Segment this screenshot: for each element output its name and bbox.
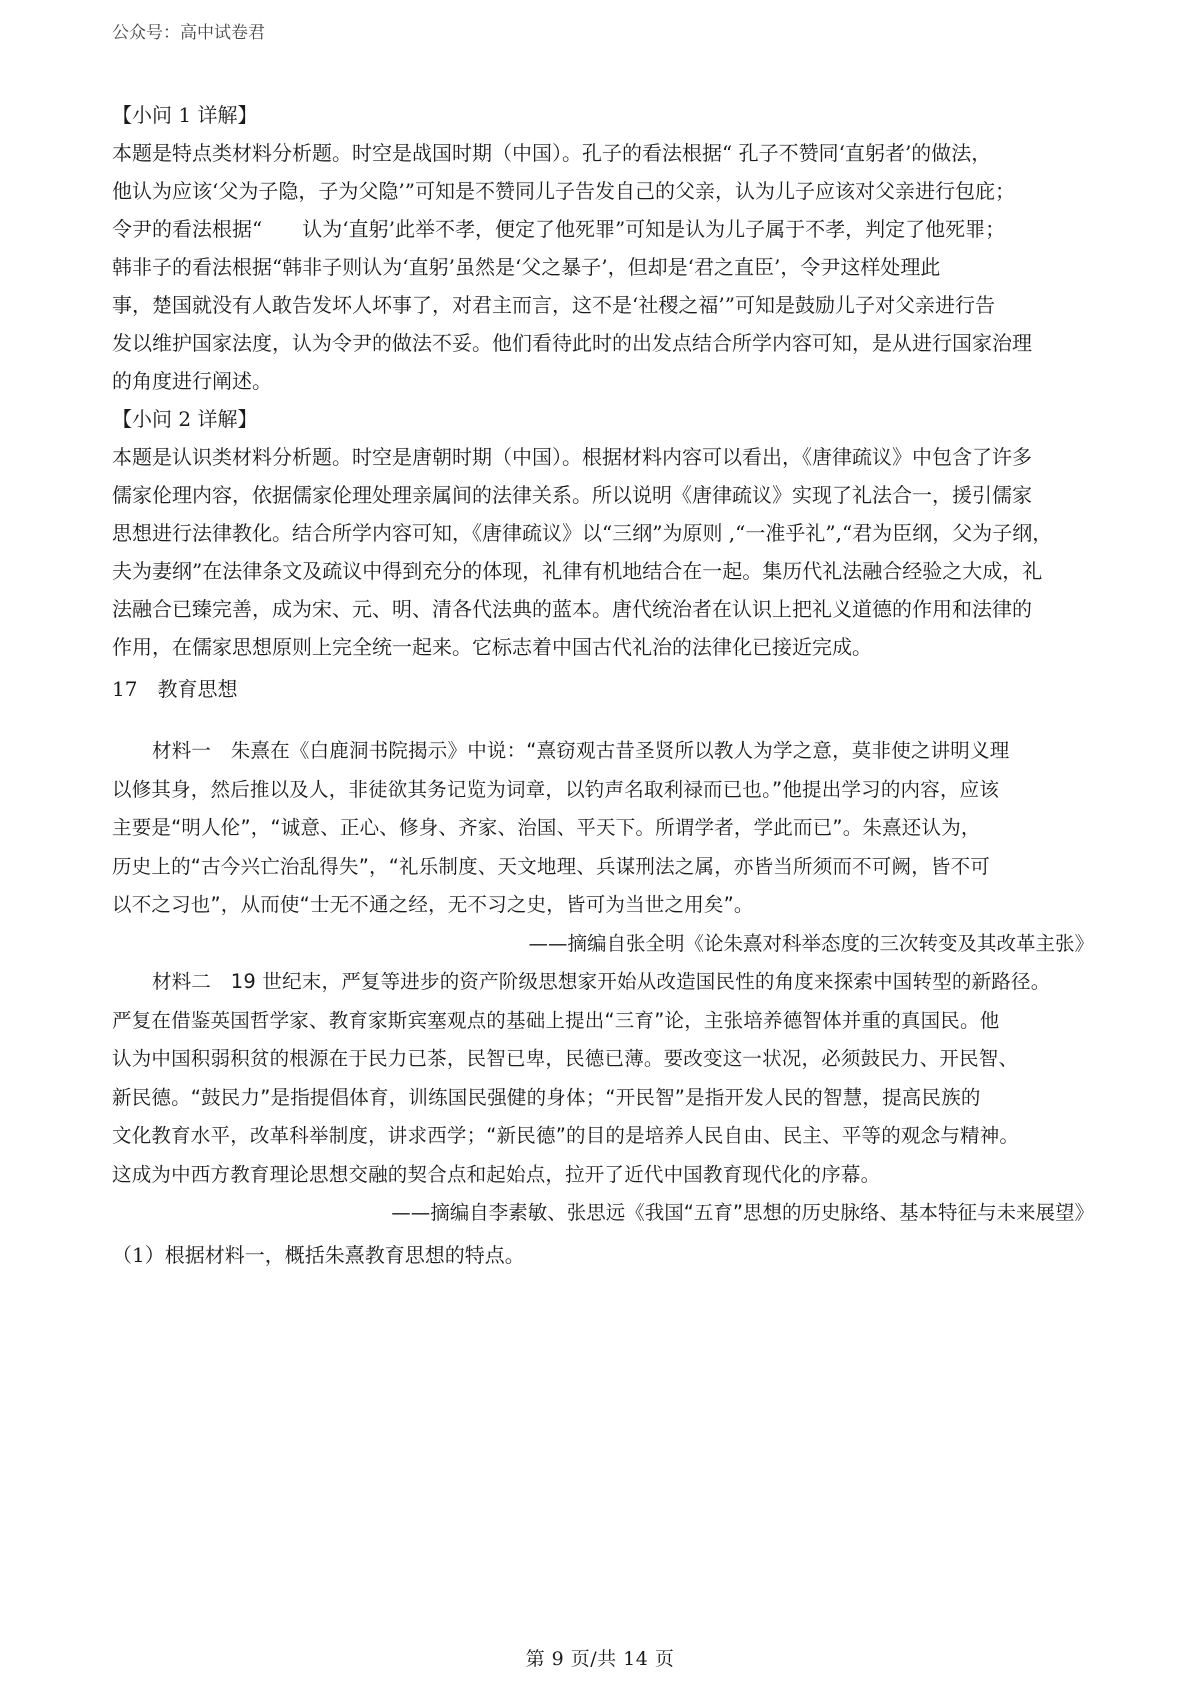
- page-content: [112, 96, 1094, 1275]
- material-one-source: ——摘编自张全明《论朱熹对科举态度的三次转变及其改革主张》: [528, 931, 1094, 955]
- sub2-line: 作用，在儒家思想原则上完全统一起来。它标志着中国古代礼治的法律化已接近完成。: [112, 635, 872, 659]
- question-17-title: 17 教育思想: [112, 677, 238, 701]
- material-two-line: 新民德。“鼓民力”是指提倡体育，训练国民强健的身体；“开民智”是指开发人民的智慧，提高民族的: [112, 1085, 981, 1109]
- question-1: （1）根据材料一，概括朱熹教育思想的特点。: [112, 1242, 525, 1267]
- sub1-line: 他认为应该‘父为子隐，子为父隐’”可知是不赞同儿子告发自己的父亲，认为儿子应该对父亲进行包庇；: [112, 179, 1015, 203]
- sub2-body: [112, 438, 1094, 666]
- sub2-line: 儒家伦理内容，依据儒家伦理处理亲属间的法律关系。所以说明《唐律疏议》实现了礼法合一，援引儒家: [112, 483, 1032, 507]
- sub1-line: 令尹的看法根据“ 认为‘直躬’此举不孝，便定了他死罪”可知是认为儿子属于不孝，判定了他死罪；: [112, 217, 1006, 241]
- material-two-line: 文化教育水平，改革科举制度，讲求西学；“新民德”的目的是培养人民自由、民主、平等的观念与精神。: [112, 1124, 1020, 1147]
- material-one-line: 主要是“明人伦”，“诚意、正心、修身、齐家、治国、平天下。所谓学者，学此而已”。朱熹还认为，: [112, 816, 981, 839]
- page-header: 公众号：高中试卷君: [112, 23, 265, 43]
- sub2-line: 法融合已臻完善，成为宋、元、明、清各代法典的蓝本。唐代统治者在认识上把礼义道德的作用和法律的: [112, 597, 1032, 621]
- sub1-body: [112, 134, 1094, 400]
- material-two-line: 材料二 19 世纪末，严复等进步的资产阶级思想家开始从改造国民性的角度来探索中国转型的新路径。: [152, 970, 1051, 993]
- sub2-title: 【小问 2 详解】: [112, 407, 258, 431]
- sub1-line: 本题是特点类材料分析题。时空是战国时期（中国）。孔子的看法根据“ 孔子不赞同‘直躬者’的做法，: [112, 141, 992, 165]
- material-two-source: ——摘编自李素敏、张思远《我国“五育”思想的历史脉络、基本特征与未来展望》: [391, 1201, 1094, 1224]
- sub2-line: 本题是认识类材料分析题。时空是唐朝时期（中国）。根据材料内容可以看出，《唐律疏议》中包含了许多: [112, 445, 1032, 469]
- material-one: [112, 732, 1094, 963]
- material-one-line: 以不之习也”，从而使“士无不通之经，无不习之史，皆可为当世之用矣”。: [112, 893, 754, 916]
- sub2-line: 思想进行法律教化。结合所学内容可知，《唐律疏议》以“三纲”为原则 ,“一准乎礼”,“君为臣纲，父为子纲，: [112, 521, 1053, 545]
- sub1-line: 事，楚国就没有人敢告发坏人坏事了，对君主而言，这不是‘社稷之福’”可知是鼓励儿子对父亲进行告: [112, 293, 995, 317]
- page-number: 第 9 页/共 14 页: [525, 1648, 675, 1670]
- sub1-line: 的角度进行阐述。: [112, 369, 272, 393]
- sub1-line: 韩非子的看法根据“韩非子则认为‘直躬’虽然是‘父之暴子’，但却是‘君之直臣’，令尹这样处理此: [112, 255, 941, 279]
- material-two-line: 认为中国积弱积贫的根源在于民力已茶，民智已卑，民德已薄。要改变这一状况，必须鼓民力、开民智、: [112, 1047, 1019, 1070]
- material-two-line: 严复在借鉴英国哲学家、教育家斯宾塞观点的基础上提出“三育”论，主张培养德智体并重的真国民。他: [112, 1008, 1000, 1032]
- sub1-line: 发以维护国家法度，认为令尹的做法不妥。他们看待此时的出发点结合所学内容可知，是从进行国家治理: [112, 331, 1032, 355]
- material-one-line: 历史上的“古今兴亡治乱得失”，“礼乐制度、天文地理、兵谋刑法之属，亦皆当所须而不可阙，皆不可: [112, 854, 991, 878]
- material-one-line: 材料一 朱熹在《白鹿洞书院揭示》中说：“熹窃观古昔圣贤所以教人为学之意，莫非使之讲明义理: [152, 739, 1010, 762]
- sub1-title: 【小问 1 详解】: [112, 103, 258, 127]
- material-two: [112, 963, 1094, 1233]
- page-footer: [0, 1644, 1200, 1671]
- material-two-line: 这成为中西方教育理论思想交融的契合点和起始点，拉开了近代中国教育现代化的序幕。: [112, 1162, 881, 1186]
- sub2-line: 夫为妻纲”在法律条文及疏议中得到充分的体现，礼律有机地结合在一起。集历代礼法融合经验之大成，礼: [112, 559, 1043, 583]
- material-one-line: 以修其身，然后推以及人，非徒欲其务记览为词章，以钓声名取利禄而已也。”他提出学习的内容，应该: [112, 777, 1000, 801]
